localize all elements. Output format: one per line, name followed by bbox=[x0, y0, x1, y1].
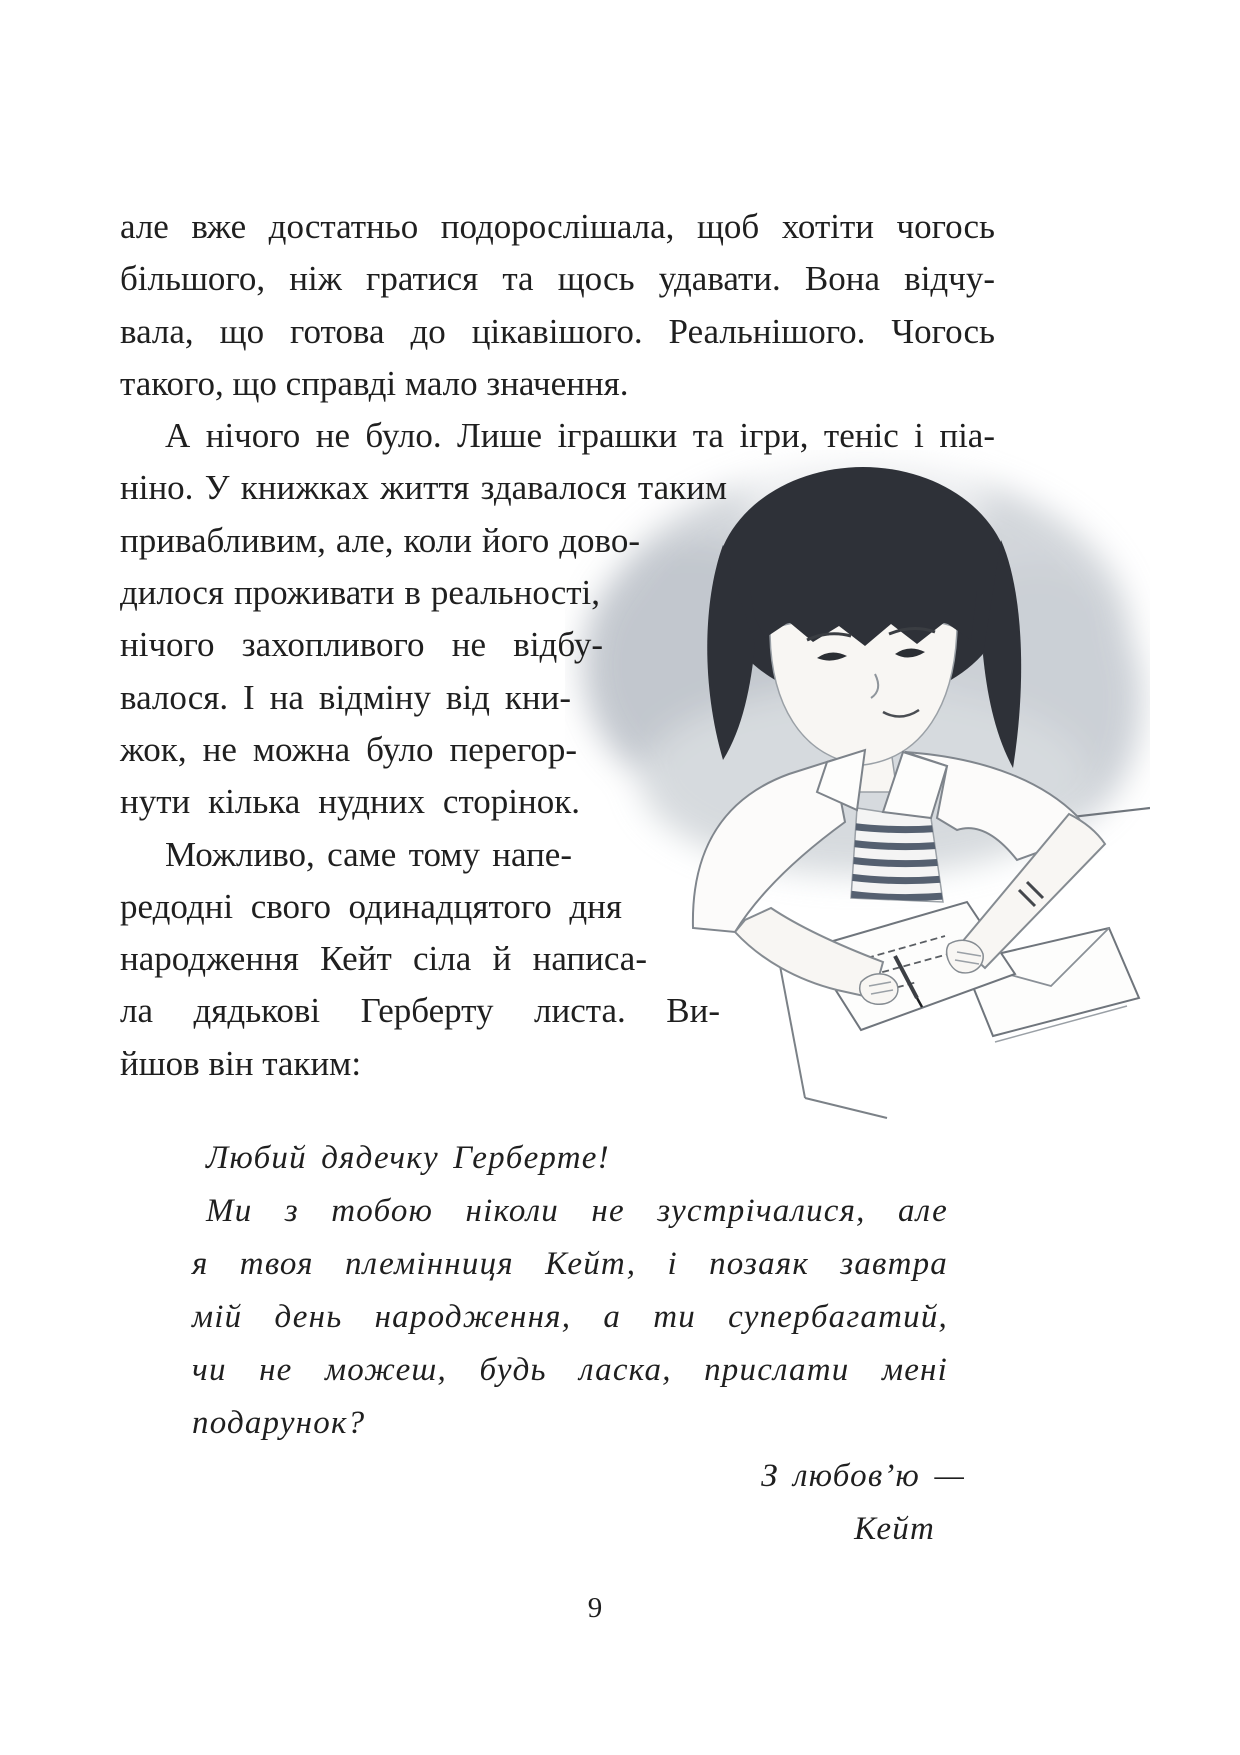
body-text-line: А нічого не було. Лише іграшки та ігри, теніс і піа- bbox=[165, 416, 995, 456]
body-text-line: Можливо, саме тому напе- bbox=[165, 834, 572, 874]
body-text-line: більшого, ніж гратися та щось удавати. Вона відчу- bbox=[120, 259, 995, 299]
letter-line: подарунок? bbox=[192, 1405, 366, 1441]
body-text bbox=[120, 201, 995, 1090]
body-text-line: народження Кейт сіла й написа- bbox=[120, 939, 647, 979]
body-text-line: жок, не можна було перегор- bbox=[120, 729, 577, 769]
body-text-line: такого, що справді мало значення. bbox=[120, 363, 629, 403]
body-text-line: валося. І на відміну від кни- bbox=[120, 677, 571, 717]
body-text-line: але вже достатньо подорослішала, щоб хотіти чогось bbox=[120, 207, 995, 246]
letter-line: я твоя племінниця Кейт, і позаяк завтра bbox=[192, 1246, 948, 1282]
body-text-line: ніно. У книжках життя здавалося таким bbox=[120, 468, 727, 508]
letter-line: З любов’ю — bbox=[761, 1458, 965, 1494]
letter-line: Ми з тобою ніколи не зустрічалися, але bbox=[206, 1193, 948, 1229]
body-text-line: дилося проживати в реальності, bbox=[120, 573, 600, 613]
body-text-line: йшов він таким: bbox=[120, 1043, 362, 1083]
body-text-line: вала, що готова до цікавішого. Реальнішого. Чогось bbox=[120, 311, 995, 351]
body-text-line: ла дядькові Герберту листа. Ви- bbox=[120, 991, 720, 1031]
body-text-line: редодні свого одинадцятого дня bbox=[120, 886, 622, 926]
letter-line: мій день народження, а ти супербагатий, bbox=[192, 1299, 948, 1335]
body-text-line: нічого захопливого не відбу- bbox=[120, 625, 603, 665]
letter-line: чи не можеш, будь ласка, прислати мені bbox=[192, 1352, 948, 1388]
letter-line: Кейт bbox=[854, 1511, 935, 1547]
body-text-line: привабливим, але, коли його дово- bbox=[120, 520, 640, 560]
body-text-line: нути кілька нудних сторінок. bbox=[120, 782, 580, 822]
letter-line: Любий дядечку Герберте! bbox=[206, 1140, 610, 1176]
letter-text bbox=[192, 1132, 965, 1556]
page-number: 9 bbox=[587, 1592, 603, 1624]
